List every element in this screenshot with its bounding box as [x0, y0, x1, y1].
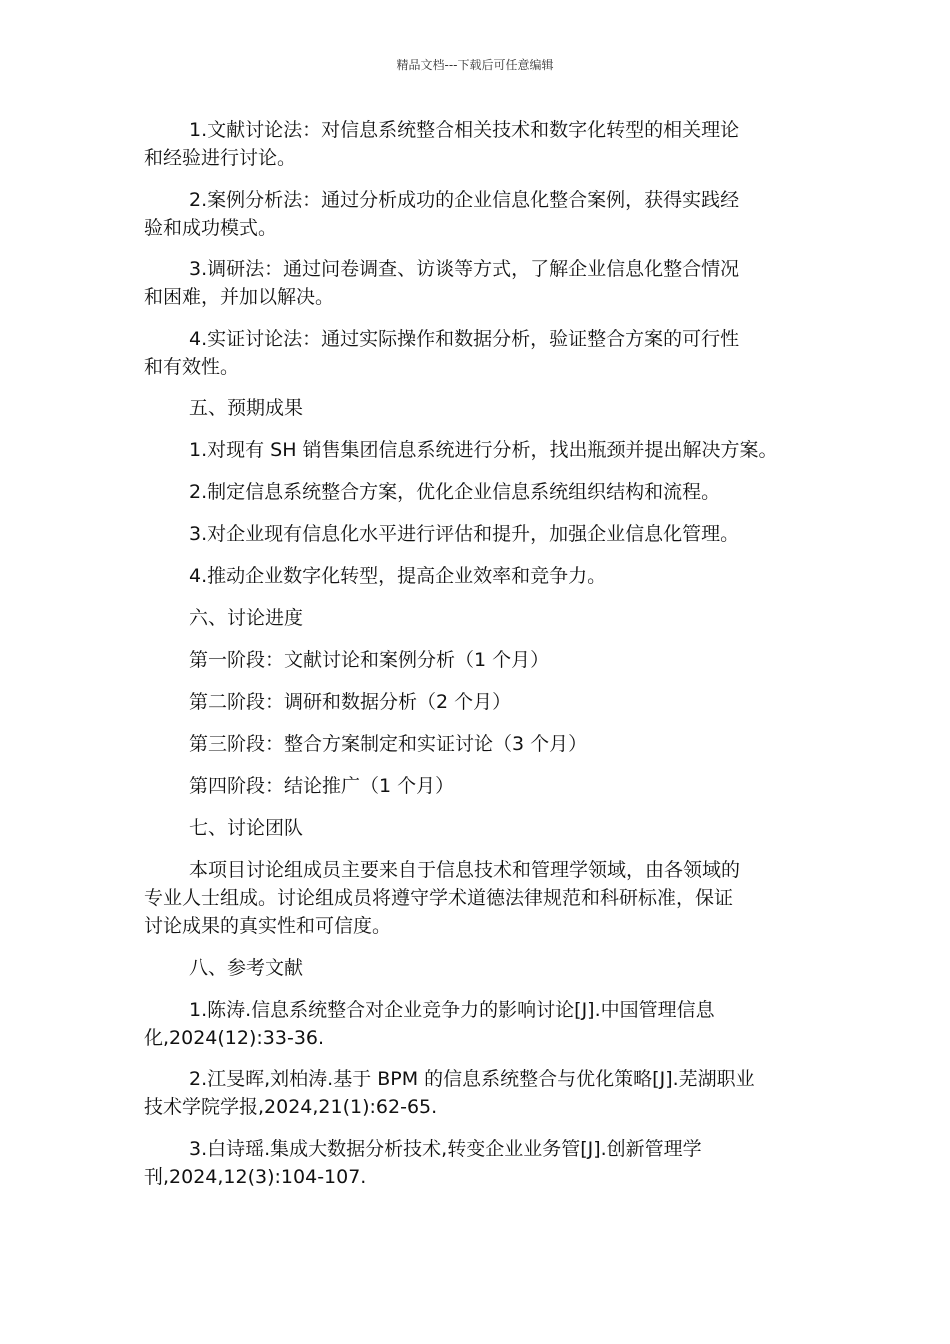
paragraph-result-1: 1.对现有 SH 销售集团信息系统进行分析，找出瓶颈并提出解决方案。 — [189, 439, 778, 461]
section-heading-expected-results: 五、预期成果 — [189, 397, 304, 419]
paragraph-method-case: 2.案例分析法：通过分析成功的企业信息化整合案例，获得实践经 验和成功模式。 — [144, 188, 740, 239]
paragraph-stage-3: 第三阶段：整合方案制定和实证讨论（3 个月） — [189, 733, 588, 755]
paragraph-stage-4: 第四阶段：结论推广（1 个月） — [189, 775, 455, 797]
paragraph-result-2: 2.制定信息系统整合方案，优化企业信息系统组织结构和流程。 — [189, 481, 721, 503]
page-header: 精品文档---下载后可任意编辑 — [396, 58, 554, 72]
section-heading-references: 八、参考文献 — [189, 956, 304, 979]
reference-1: 1.陈涛.信息系统整合对企业竞争力的影响讨论[J].中国管理信息 化,2024(12):33-36. — [144, 998, 715, 1049]
paragraph-method-survey: 3.调研法：通过问卷调查、访谈等方式，了解企业信息化整合情况 和困难，并加以解决。 — [144, 258, 740, 308]
paragraph-method-empirical: 4.实证讨论法：通过实际操作和数据分析，验证整合方案的可行性 和有效性。 — [144, 327, 740, 378]
paragraph-stage-1: 第一阶段：文献讨论和案例分析（1 个月） — [189, 649, 550, 671]
paragraph-result-4: 4.推动企业数字化转型，提高企业效率和竞争力。 — [189, 565, 607, 587]
paragraph-team: 本项目讨论组成员主要来自于信息技术和管理学领域，由各领域的 专业人士组成。讨论组成员将遵守学术道德法律规范和科研标准，保证 讨论成果的真实性和可信度。 — [144, 859, 741, 937]
section-heading-team: 七、讨论团队 — [189, 817, 304, 839]
reference-2: 2.江旻晖,刘柏涛.基于 BPM 的信息系统整合与优化策略[J].芜湖职业 技术学院学报,2024,21(1):62-65. — [144, 1068, 755, 1118]
reference-3: 3.白诗瑶.集成大数据分析技术,转变企业业务管[J].创新管理学 刊,2024,12(3):104-107. — [144, 1137, 702, 1188]
paragraph-method-literature: 1.文献讨论法：对信息系统整合相关技术和数字化转型的相关理论 和经验进行讨论。 — [144, 119, 740, 169]
paragraph-stage-2: 第二阶段：调研和数据分析（2 个月） — [189, 691, 512, 713]
document-body — [144, 116, 824, 1204]
paragraph-result-3: 3.对企业现有信息化水平进行评估和提升，加强企业信息化管理。 — [189, 523, 740, 545]
section-heading-progress: 六、讨论进度 — [189, 607, 304, 629]
